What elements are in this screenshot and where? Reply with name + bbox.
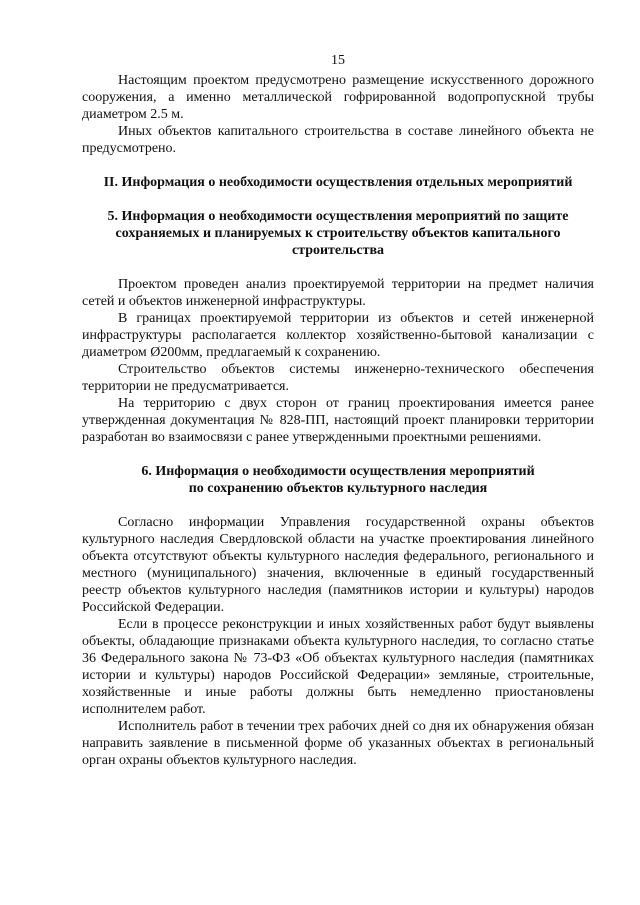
- section-5-heading: [82, 208, 594, 259]
- intro-paragraph-2: Иных объектов капитального строительства в составе линейного объекта не предусмотрено.: [82, 124, 594, 156]
- section-6-heading-line-1: 6. Информация о необходимости осуществления мероприятий: [141, 464, 535, 479]
- section-5-heading-line-1: 5. Информация о необходимости осуществления мероприятий по защите: [107, 209, 569, 224]
- section-5-heading-line-3: строительства: [291, 243, 385, 258]
- section-5-paragraph-2: В границах проектируемой территории из объектов и сетей инженерной инфраструктуры располагается коллектор хозяйственно-бытовой канализации с диаметром Ø200мм, предлагаемый к сохранению.: [82, 311, 594, 360]
- section-6-heading: [82, 463, 594, 497]
- intro-paragraph-1: Настоящим проектом предусмотрено размещение искусственного дорожного сооружения, а именно металлической гофрированной водопропускной трубы диаметром 2.5 м.: [82, 73, 594, 122]
- section-5-paragraph-1: Проектом проведен анализ проектируемой территории на предмет наличия сетей и объектов инженерной инфраструктуры.: [82, 277, 594, 309]
- section-2-heading: II. Информация о необходимости осуществления отдельных мероприятий: [103, 175, 573, 190]
- section-6-paragraph-3: Исполнитель работ в течении трех рабочих дней со дня их обнаружения обязан направить заявление в письменной форме об указанных объектах в региональный орган охраны объектов культурного наследия.: [82, 719, 594, 768]
- section-6-heading-line-2: по сохранению объектов культурного наследия: [188, 481, 488, 496]
- document-page: [82, 52, 594, 769]
- section-5-paragraph-4: На территорию с двух сторон от границ проектирования имеется ранее утвержденная документация № 828-ПП, настоящий проект планировки территории разработан во взаимосвязи с ранее утвержденными проектными решениями.: [82, 396, 594, 445]
- section-6-paragraph-2: Если в процессе реконструкции и иных хозяйственных работ будут выявлены объекты, обладающие признаками объекта культурного наследия, то согласно статье 36 Федерального закона № 73-ФЗ «Об объектах культурного наследия (памятниках истории и культуры) народов Российской Федерации» земляные, строительные, хозяйственные и иные работы должны быть немедленно приостановлены исполнителем работ.: [82, 617, 594, 717]
- section-5-paragraph-3: Строительство объектов системы инженерно-технического обеспечения территории не предусматривается.: [82, 362, 594, 394]
- section-5-heading-line-2: сохраняемых и планируемых к строительству объектов капитального: [115, 226, 561, 241]
- page-number: 15: [331, 53, 345, 68]
- section-6-paragraph-1: Согласно информации Управления государственной охраны объектов культурного наследия Свердловской области на участке проектирования линейного объекта отсутствуют объекты культурного наследия федерального, регионального и местного (муниципального) значения, включенные в единый государственный реестр объектов культурного наследия (памятников истории и культуры) народов Российской Федерации.: [82, 515, 594, 615]
